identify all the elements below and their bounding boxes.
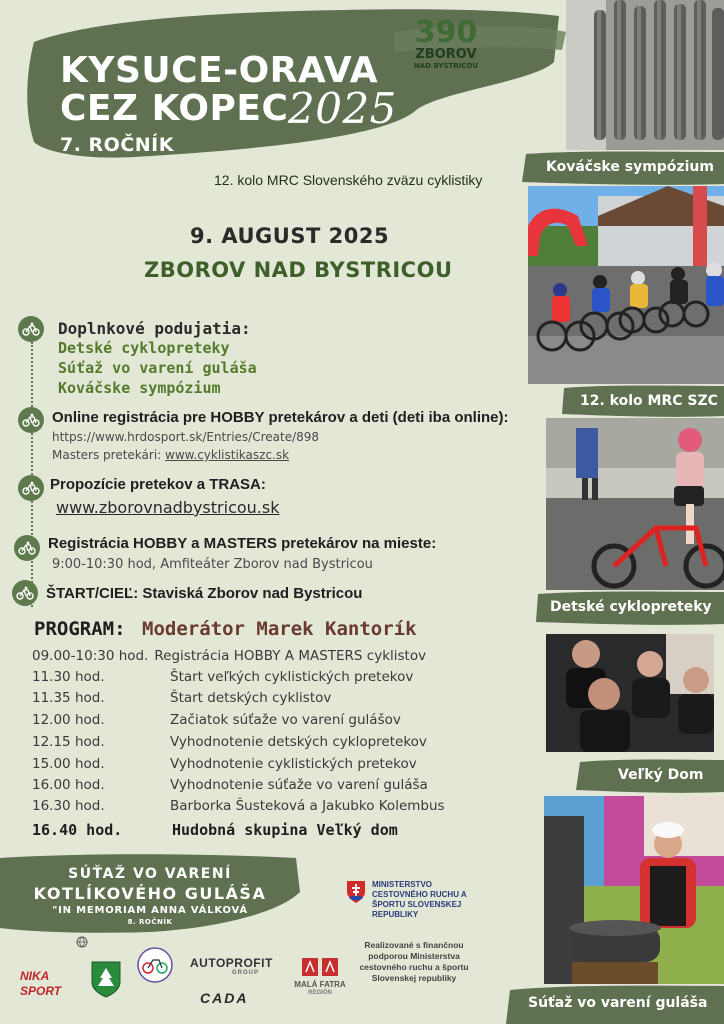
masters-line (52, 448, 289, 462)
cada-logo: CADA (200, 990, 249, 1006)
program-row (32, 734, 427, 750)
program-row (32, 798, 445, 814)
masters-url-link[interactable]: www.cyklistikaszc.sk (165, 448, 290, 462)
program-text: Registrácia HOBBY A MASTERS cyklistov (154, 648, 427, 664)
program-moderator: Moderátor Marek Kantorík (142, 618, 417, 640)
logo-number: 390 (414, 15, 478, 50)
program-text: Hudobná skupina Veľký dom (172, 821, 398, 839)
program-text: Vyhodnotenie detských cyklopretekov (170, 734, 427, 750)
program-text: Vyhodnotenie cyklistických pretekov (170, 756, 417, 772)
globe-icon (76, 936, 88, 948)
bicycle-icon (18, 407, 44, 433)
photo-caption: Veľký Dom (618, 767, 704, 783)
propositions-title: Propozície pretekov a TRASA: (50, 476, 266, 493)
cycling-club-badge-icon (136, 946, 174, 984)
program-time: 11.30 hod. (32, 669, 105, 685)
photo-caption: 12. kolo MRC SZC (580, 393, 718, 409)
goulash-edition: 8. ROČNÍK (127, 918, 173, 926)
program-time: 16.40 hod. (32, 821, 123, 839)
online-registration-title: Online registrácia pre HOBBY pretekárov a deti (deti iba online): (52, 409, 509, 426)
autoprofit-logo: AUTOPROFIT (190, 956, 273, 970)
side-events-title: Doplnkové podujatia: (58, 319, 251, 338)
program-time: 11.35 hod. (32, 690, 105, 706)
registration-url[interactable]: https://www.hrdosport.sk/Entries/Create/898 (52, 430, 320, 444)
zborov-390-logo (410, 15, 482, 70)
program-text: Štart detských cyklistov (170, 690, 332, 706)
slovak-crest-icon (346, 880, 366, 904)
series-line: 12. kolo MRC Slovenského zväzu cyklistiky (214, 172, 483, 188)
program-time: 09.00-10:30 hod. (32, 648, 149, 664)
photo-race-start (528, 186, 724, 384)
side-event-item: Súťaž vo varení guláša (58, 359, 257, 377)
goulash-memoriam: "IN MEMORIAM ANNA VÁLKOVÁ (52, 905, 248, 916)
program-row (32, 777, 428, 793)
program-time: 16.00 hod. (32, 777, 105, 793)
edition: 7. ROČNÍK (60, 134, 174, 156)
title-year: 2025 (288, 84, 397, 133)
program-time: 15.00 hod. (32, 756, 105, 772)
program-time: 16.30 hod. (32, 798, 105, 814)
program-text: Začiatok súťaže vo varení gulášov (170, 712, 401, 728)
photo-band (546, 634, 714, 752)
bicycle-icon (14, 535, 40, 561)
program-time: 12.00 hod. (32, 712, 105, 728)
mala-fatra-emblem-icon (300, 956, 340, 978)
program-label: PROGRAM: (34, 618, 126, 640)
autoprofit-group: GROUP (232, 970, 260, 976)
photo-caption: Kováčske sympózium (546, 159, 714, 175)
onsite-registration-title: Registrácia HOBBY a MASTERS pretekárov na mieste: (48, 535, 437, 552)
photo-caption: Detské cyklopreteky (550, 599, 712, 615)
side-event-item: Detské cyklopreteky (58, 339, 230, 357)
bicycle-icon (12, 580, 38, 606)
bicycle-icon (18, 316, 44, 342)
logo-name: ZBOROV (415, 47, 477, 62)
propositions-url-link[interactable]: www.zborovnadbystricou.sk (56, 498, 280, 517)
mala-fatra-region: REGIÓN (308, 990, 332, 996)
side-event-item: Kováčske sympózium (58, 379, 221, 397)
nika-sport-logo-top: NIKA (20, 969, 50, 983)
program-text: Barborka Šusteková a Jakubko Kolembus (170, 798, 445, 814)
photo-goulash-cooking (544, 796, 724, 984)
program-row (32, 648, 426, 664)
onsite-registration-detail: 9:00-10:30 hod, Amfiteáter Zborov nad Bystricou (52, 557, 373, 572)
nika-sport-logo-bottom: SPORT (20, 984, 62, 998)
title-line-2: CEZ KOPEC (60, 88, 289, 129)
event-place: ZBOROV NAD BYSTRICOU (144, 258, 453, 282)
logo-sub: NAD BYSTRICOU (413, 62, 479, 70)
photo-caption: Súťaž vo varení guláša (528, 995, 708, 1011)
masters-label: Masters pretekári: (52, 448, 162, 462)
title-line-1: KYSUCE-ORAVA (60, 50, 379, 91)
municipal-crest-icon (90, 960, 122, 998)
funding-note: Realizované s finančnou podporou Ministerstva cestovného ruchu a športu Slovenskej republiky (359, 940, 469, 983)
start-finish: ŠTART/CIEĽ: Staviská Zborov nad Bystricou (46, 585, 363, 602)
goulash-title-1: SÚŤAŽ VO VARENÍ (68, 866, 232, 882)
photo-kids-race (546, 418, 724, 590)
photo-blacksmith-sculpture (566, 0, 724, 150)
program-row (32, 669, 413, 685)
program-text: Vyhodnotenie súťaže vo varení guláša (170, 777, 428, 793)
program-row (32, 690, 331, 706)
mala-fatra-logo: MALÁ FATRA (294, 980, 346, 989)
program-row (32, 712, 401, 728)
event-date: 9. AUGUST 2025 (190, 224, 390, 248)
program-row-highlight (32, 821, 398, 839)
program-row (32, 756, 417, 772)
ministry-name: MINISTERSTVO CESTOVNÉHO RUCHU A ŠPORTU SLOVENSKEJ REPUBLIKY (372, 880, 467, 919)
program-text: Štart veľkých cyklistických pretekov (170, 669, 414, 685)
program-time: 12.15 hod. (32, 734, 105, 750)
goulash-title-2: KOTLÍKOVÉHO GULÁŠA (33, 884, 267, 903)
bicycle-icon (18, 475, 44, 501)
